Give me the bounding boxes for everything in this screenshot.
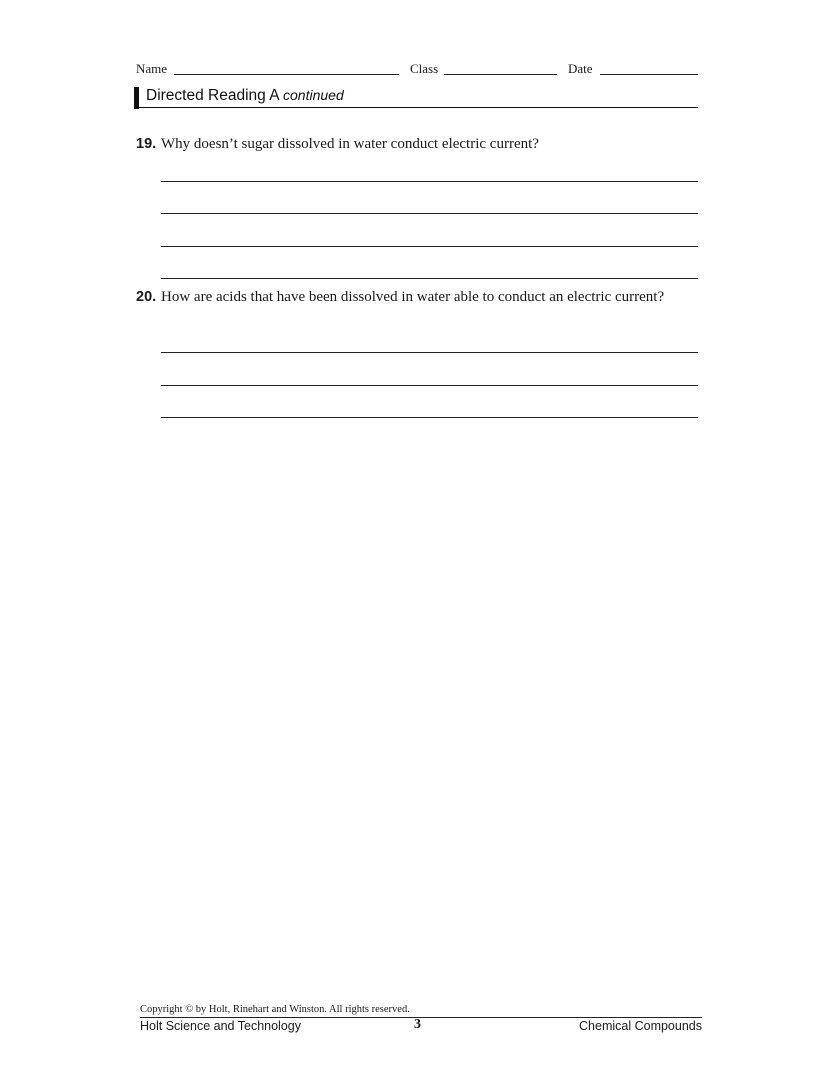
answer-19-line-2[interactable] — [161, 213, 698, 214]
answer-20-line-2[interactable] — [161, 385, 698, 386]
answer-19-line-1[interactable] — [161, 181, 698, 182]
footer-rule — [140, 1017, 702, 1018]
class-field[interactable] — [444, 74, 557, 75]
chapter-title: Chemical Compounds — [579, 1019, 702, 1033]
class-label: Class — [410, 61, 439, 76]
question-19-text: Why doesn’t sugar dissolved in water conduct electric current? — [161, 136, 539, 152]
name-label: Name — [136, 61, 168, 76]
answer-19-line-4[interactable] — [161, 278, 698, 279]
section-rule — [134, 107, 698, 108]
page-number: 3 — [414, 1017, 421, 1032]
section-subtitle: continued — [283, 87, 344, 103]
section-marker — [134, 87, 139, 109]
name-field[interactable] — [174, 74, 399, 75]
question-20-text: How are acids that have been dissolved in water able to conduct an electric current? — [161, 289, 665, 305]
copyright-notice: Copyright © by Holt, Rinehart and Winston. All rights reserved. — [140, 1004, 410, 1015]
answer-19-line-3[interactable] — [161, 246, 698, 247]
question-19-number: 19. — [136, 136, 157, 152]
answer-20-line-3[interactable] — [161, 417, 698, 418]
publisher-title: Holt Science and Technology — [140, 1019, 301, 1033]
answer-20-line-1[interactable] — [161, 352, 698, 353]
date-label: Date — [568, 61, 593, 76]
section-title: Directed Reading A — [146, 87, 279, 104]
date-field[interactable] — [600, 74, 698, 75]
question-20-number: 20. — [136, 289, 157, 305]
section-heading — [146, 87, 344, 105]
